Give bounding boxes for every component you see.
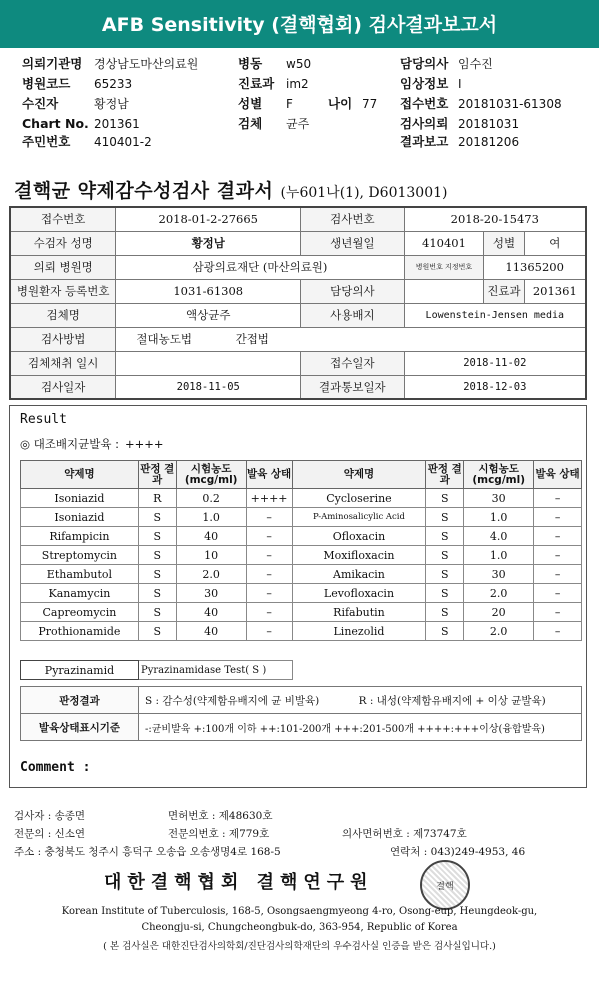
field-value: 균주 [286,117,310,131]
field-value: 경상남도마산의료원 [94,57,199,71]
growth-status: – [534,546,582,565]
english-address-1: Korean Institute of Tuberculosis, 168-5, Osongsaengmyeong 4-ro, Osong-eup, Heungdeok-gu, [61,906,538,917]
report-title-bar: AFB Sensitivity (결핵협회) 검사결과보고서 [0,0,599,48]
request-header [22,54,582,150]
drug-name: Rifampicin [21,527,139,546]
test-concentration: 30 [464,565,534,584]
field-value: 임수진 [458,57,493,71]
seal-text: 결핵 [436,881,454,892]
cell-value: 2018-11-02 [404,351,586,375]
control-growth-value: ++++ [124,437,164,451]
judgement: S [138,546,176,565]
cell-value: 201361 [524,279,586,303]
field-label: 병원코드 [22,76,71,91]
drug-name: Isoniazid [21,508,139,527]
field-label: 의뢰기관명 [22,56,83,71]
scanned-report [0,172,599,1000]
test-concentration: 1.0 [464,546,534,565]
field-label: 주민번호 [22,134,71,149]
cell-label: 진료과 [484,279,524,303]
test-concentration: 30 [176,584,246,603]
drug-name: P-Aminosalicylic Acid [292,508,426,527]
judgement: S [426,584,464,603]
field-label: 검사의뢰 [400,116,449,131]
table-row [21,508,582,527]
field-value: F [286,97,293,111]
institute-name: 대한결핵협회 결핵연구원 [104,872,374,893]
column-header: 약제명 [292,461,426,489]
report-heading [14,176,447,203]
result-section [9,405,587,788]
susceptibility-table [20,460,582,641]
test-concentration: 4.0 [464,527,534,546]
judgement: S [426,546,464,565]
drug-name: Cycloserine [292,489,426,508]
test-concentration: 1.0 [176,508,246,527]
test-concentration: 10 [176,546,246,565]
official-seal [420,860,470,910]
doctor-license: 의사면허번호 : 제73747호 [342,828,467,840]
growth-status: – [534,565,582,584]
cell-value [404,279,484,303]
growth-status: – [246,603,292,622]
column-header: 판정 결과 [426,461,464,489]
drug-name: Capreomycin [21,603,139,622]
field-label: 접수번호 [400,96,449,111]
test-concentration: 0.2 [176,489,246,508]
control-growth [20,436,164,452]
growth-status: – [534,603,582,622]
drug-name: Prothionamide [21,622,139,641]
cell-label: 병원번호 지정번호 [404,255,484,279]
growth-status: – [534,489,582,508]
field-label: 수진자 [22,96,59,111]
cell-label: 수검자 성명 [10,231,116,255]
test-concentration: 20 [464,603,534,622]
field-label: 성별 [238,96,263,111]
cell-value: 황정남 [116,231,301,255]
column-header: 발육 상태 [246,461,292,489]
certification-note: ( 본 검사실은 대한진단검사의학회/진단검사의학재단의 우수검사실 인증을 받은 검사실입니다.) [103,941,496,952]
cell-value: 2018-11-05 [116,375,301,399]
column-header: 약제명 [21,461,139,489]
column-header: 시험농도 (mcg/ml) [464,461,534,489]
judgement: S [426,565,464,584]
cell-value: 삼광의료재단 (마산의료원) [116,255,404,279]
field-value: im2 [286,77,309,91]
legend-growth-text: -:균비발육 +:100개 이하 ++:101-200개 +++:201-500개 ++++:+++이상(융합발육) [139,714,582,741]
growth-status: – [246,565,292,584]
pyrazinamide-row [20,660,293,680]
cell-label: 생년월일 [301,231,405,255]
drug-name: Kanamycin [21,584,139,603]
table-row [21,603,582,622]
growth-status: – [246,546,292,565]
table-row [21,546,582,565]
method-2: 간접법 [235,332,269,346]
specialist: 전문의 : 신소연 [14,828,86,840]
column-header: 발육 상태 [534,461,582,489]
drug-name: Ethambutol [21,565,139,584]
judgement: S [426,603,464,622]
growth-status: – [246,508,292,527]
field-label: Chart No. [22,116,89,131]
method-1: 절대농도법 [136,332,192,346]
judgement: S [138,603,176,622]
tester-license: 면허번호 : 제48630호 [168,810,273,822]
comment-label: Comment : [20,760,91,775]
phone: 연락처 : 043)249-4953, 46 [390,846,526,858]
judgement: R [138,489,176,508]
field-label: 병동 [238,56,263,71]
test-concentration: 30 [464,489,534,508]
field-value: 65233 [94,77,133,91]
drug-name: Rifabutin [292,603,426,622]
cell-value [116,351,301,375]
field-value: 201361 [94,117,140,131]
cell-label: 의뢰 병원명 [10,255,116,279]
cell-label: 검사번호 [301,207,405,231]
legend-judge-label: 판정결과 [21,687,139,714]
specialist-license: 전문의번호 : 제779호 [168,828,270,840]
cell-value: 1031-61308 [116,279,301,303]
column-header: 판정 결과 [138,461,176,489]
judgement: S [138,508,176,527]
test-concentration: 40 [176,622,246,641]
cell-value: 여 [524,231,586,255]
field-value: 77 [362,97,378,111]
cell-label: 담당의사 [301,279,405,303]
growth-status: – [534,584,582,603]
table-row [21,489,582,508]
pyz-label: Pyrazinamid [21,661,139,680]
cell-label: 검체명 [10,303,116,327]
drug-name: Levofloxacin [292,584,426,603]
cell-label: 병원환자 등록번호 [10,279,116,303]
test-concentration: 2.0 [176,565,246,584]
growth-status: – [534,527,582,546]
growth-status: ++++ [246,489,292,508]
cell-label: 검체채취 일시 [10,351,116,375]
table-row [21,527,582,546]
cell-value: 410401 [404,231,484,255]
field-label: 임상정보 [400,76,449,91]
cell-label: 결과통보일자 [301,375,405,399]
field-label: 진료과 [238,76,275,91]
judgement: S [426,527,464,546]
field-value: w50 [286,57,312,71]
test-concentration: 40 [176,603,246,622]
judgement: S [138,622,176,641]
field-label: 검체 [238,116,263,131]
drug-name: Linezolid [292,622,426,641]
field-label: 나이 [328,96,353,111]
cell-value: 11365200 [484,255,586,279]
judgement: S [426,489,464,508]
pyz-value: Pyrazinamidase Test( S ) [139,661,293,680]
cell-value: 2018-12-03 [404,375,586,399]
field-value: 20181031-61308 [458,97,562,111]
test-concentration: 2.0 [464,622,534,641]
report-heading-code: (누601나(1), D6013001) [280,185,448,201]
control-growth-label: ◎ 대조배지균발육 : [20,437,119,451]
test-concentration: 1.0 [464,508,534,527]
field-label: 결과보고 [400,134,449,149]
growth-status: – [534,508,582,527]
judgement: S [426,508,464,527]
result-title: Result [20,412,67,427]
cell-value: 2018-01-2-27665 [116,207,301,231]
legend-judge-text [139,687,582,714]
field-value: 410401-2 [94,135,152,149]
cell-label: 접수일자 [301,351,405,375]
tester: 검사자 : 송종면 [14,810,86,822]
field-value: 20181206 [458,135,520,149]
test-concentration: 40 [176,527,246,546]
growth-status: – [246,622,292,641]
growth-status: – [534,622,582,641]
judgement: S [138,584,176,603]
test-concentration: 2.0 [464,584,534,603]
cell-label: 성별 [484,231,524,255]
field-value: 황정남 [94,97,129,111]
field-value: I [458,77,462,91]
patient-info-table [9,206,587,400]
drug-name: Ofloxacin [292,527,426,546]
english-address-2: Cheongju-si, Chungcheongbuk-do, 363-954, Republic of Korea [141,922,458,933]
legend-judge-r: R : 내성(약제함유배지에 + 이상 균발육) [358,694,546,707]
address: 주소 : 충청북도 청주시 흥덕구 오송읍 오송생명4로 168-5 [14,846,281,858]
judgement: S [426,622,464,641]
growth-status: – [246,527,292,546]
cell-value [116,327,586,351]
table-row [21,584,582,603]
field-label: 담당의사 [400,56,449,71]
cell-label: 접수번호 [10,207,116,231]
cell-value: 액상균주 [116,303,301,327]
field-value: 20181031 [458,117,520,131]
table-row [21,565,582,584]
drug-name: Streptomycin [21,546,139,565]
legend-growth-label: 발육상태표시기준 [21,714,139,741]
table-row [21,622,582,641]
cell-value: 2018-20-15473 [404,207,586,231]
judgement: S [138,527,176,546]
column-header: 시험농도 (mcg/ml) [176,461,246,489]
judgement: S [138,565,176,584]
drug-name: Moxifloxacin [292,546,426,565]
cell-label: 검사방법 [10,327,116,351]
growth-status: – [246,584,292,603]
cell-label: 사용배지 [301,303,405,327]
drug-name: Amikacin [292,565,426,584]
legend-judge-s: S : 감수성(약제함유배지에 균 비발육) [145,694,320,707]
cell-label: 검사일자 [10,375,116,399]
drug-name: Isoniazid [21,489,139,508]
cell-value: Lowenstein-Jensen media [404,303,586,327]
legend-table [20,686,582,741]
report-heading-text: 결핵균 약제감수성검사 결과서 [14,180,274,202]
